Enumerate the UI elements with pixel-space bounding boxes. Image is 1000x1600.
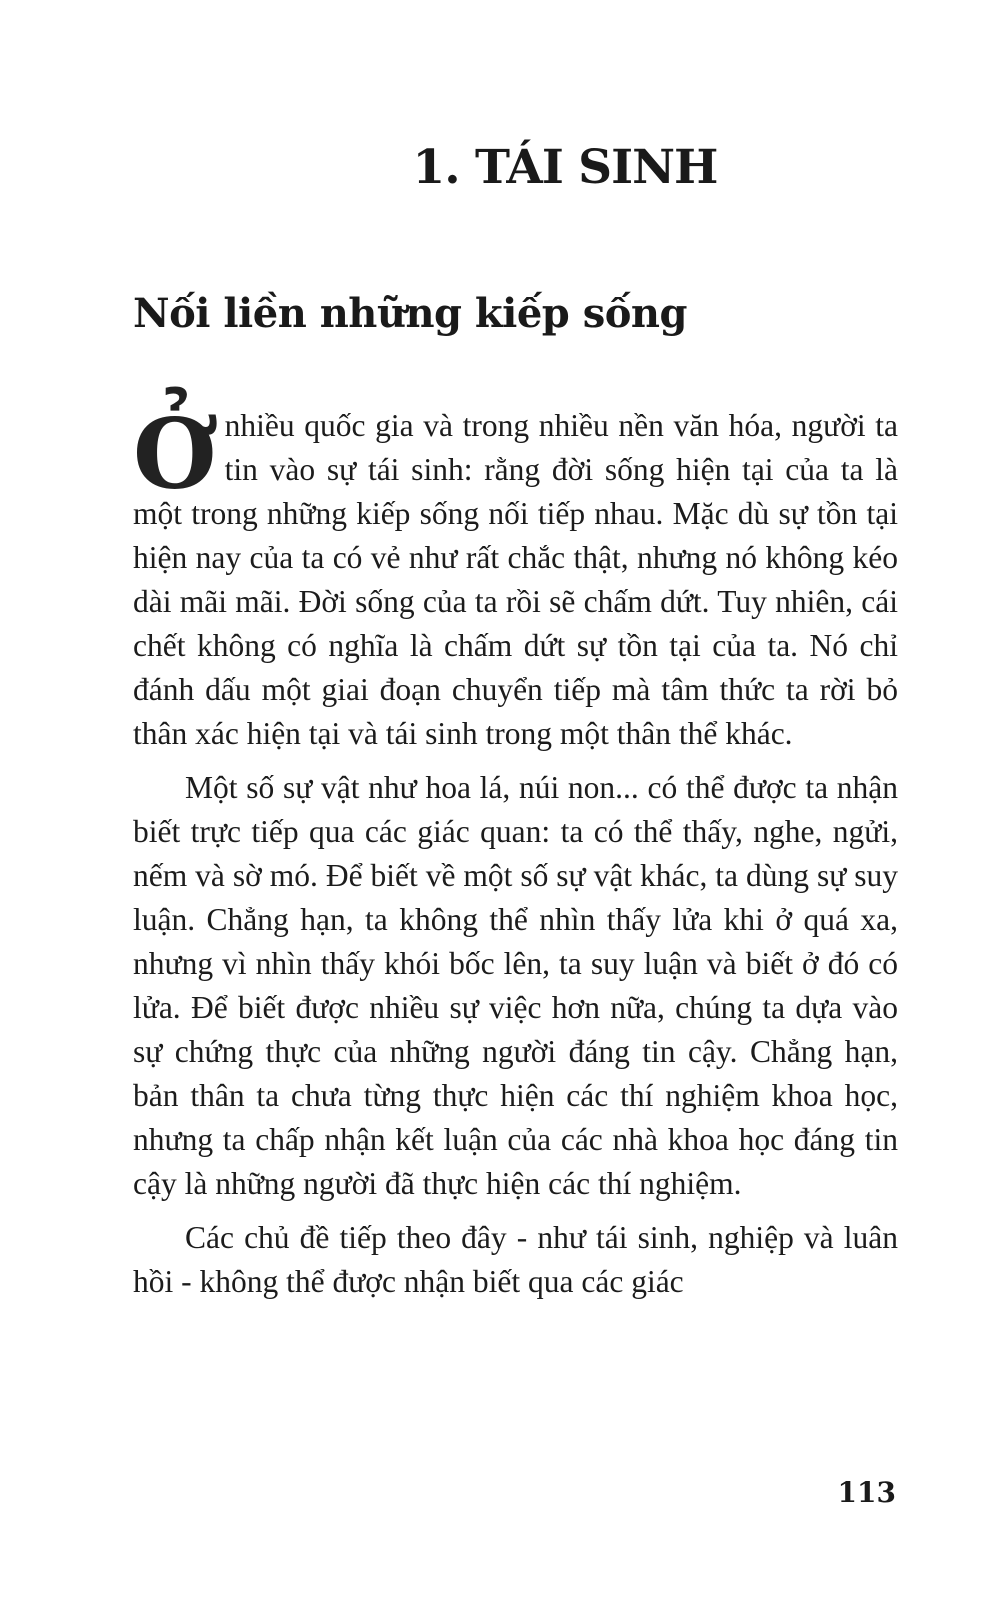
drop-cap: Ở [133,398,217,511]
page-number: 113 [837,1476,896,1509]
paragraph-1-text: nhiều quốc gia và trong nhiều nền văn hóa, người ta tin vào sự tái sinh: rằng đời sống hiện tại của ta là một trong những kiếp sống nối tiếp nhau. Mặc dù sự tồn tại hiện nay của ta có vẻ như rất chắc thật, nhưng nó không kéo dài mãi mãi. Đời sống của ta rồi sẽ chấm dứt. Tuy nhiên, cái chết không có nghĩa là chấm dứt sự tồn tại của ta. Nó chỉ đánh dấu một giai đoạn chuyển tiếp mà tâm thức ta rời bỏ thân xác hiện tại và tái sinh trong một thân thể khác. [133,408,898,751]
paragraph-3: Các chủ đề tiếp theo đây - như tái sinh, nghiệp và luân hồi - không thể được nhận biết qua các giác [133,1220,898,1299]
chapter-title: 1. TÁI SINH [412,140,718,195]
paragraph-2: Một số sự vật như hoa lá, núi non... có thể được ta nhận biết trực tiếp qua các giác quan: ta có thể thấy, nghe, ngửi, nếm và sờ mó. Để biết về một số sự vật khác, ta dùng sự suy luận. Chẳng hạn, ta không thể nhìn thấy lửa khi ở quá xa, nhưng vì nhìn thấy khói bốc lên, ta suy luận và biết ở đó có lửa. Để biết được nhiều sự việc hơn nữa, chúng ta dựa vào sự chứng thực của những người đáng tin cậy. Chẳng hạn, bản thân ta chưa từng thực hiện các thí nghiệm khoa học, nhưng ta chấp nhận kết luận của các nhà khoa học đáng tin cậy là những người đã thực hiện các thí nghiệm. [133,770,898,1201]
section-title: Nối liền những kiếp sống [133,290,687,337]
paragraph-1 [133,398,898,756]
body-text [133,398,898,1314]
